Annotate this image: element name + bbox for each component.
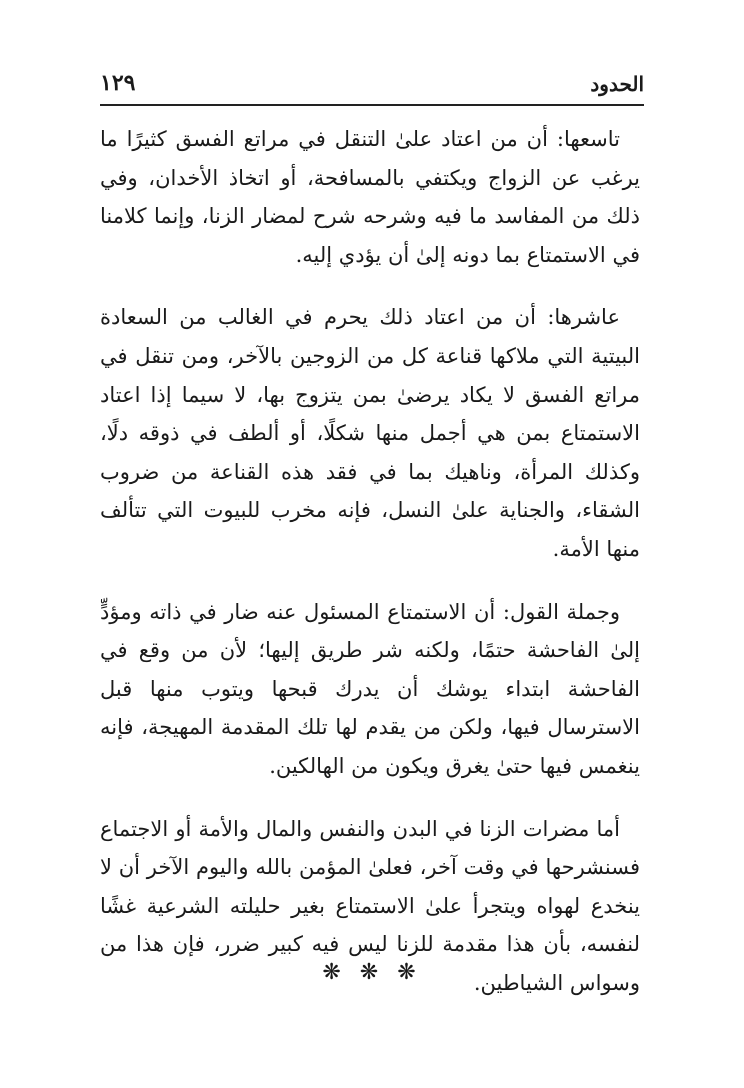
- running-header: [100, 70, 644, 106]
- paragraph-text: أن الاستمتاع المسئول عنه ضار في ذاته ومؤدٍّ إلىٰ الفاحشة حتمًا، ولكنه شر طريق إليها؛ لأن من وقع في الفاحشة ابتداء يوشك أن يدرك قبحها ويتوب منها قبل الاسترسال فيها، ولكن من يقدم لها تلك المقدمة المهيجة، فإنه ينغمس فيها حتىٰ يغرق ويكون من الهالكين.: [100, 599, 640, 778]
- paragraph-ninth: [100, 120, 640, 274]
- section-ornament: ❋ ❋ ❋: [322, 960, 422, 985]
- running-title: الحدود: [590, 72, 644, 96]
- paragraph-lead: تاسعها:: [556, 127, 620, 151]
- paragraph-summary: [100, 593, 640, 786]
- paragraph-text: أن من اعتاد ذلك يحرم في الغالب من السعادة البيتية التي ملاكها قناعة كل من الزوجين بالآخر، ومن تنقل في مراتع الفسق لا يكاد يرضىٰ بمن يتزوج بها، لا سيما إذا اعتاد الاستمتاع بمن هي أجمل منها شكلًا، أو ألطف في ذوقه دلًا، وكذلك المرأة، وناهيك بما في فقد هذه القناعة من ضروب الشقاء، والجناية علىٰ النسل، فإنه مخرب للبيوت التي تتألف منها الأمة.: [100, 305, 640, 561]
- body-text: [100, 120, 640, 1026]
- paragraph-lead: وجملة القول:: [502, 599, 621, 624]
- paragraph-lead: عاشرها:: [547, 305, 620, 330]
- page-number: ١٢٩: [100, 70, 136, 96]
- paragraph-text: أن من اعتاد علىٰ التنقل في مراتع الفسق كثيرًا ما يرغب عن الزواج ويكتفي بالمسافحة، أو اتخاذ الأخدان، وفي ذلك من المفاسد ما فيه وشرحه شرح لمضار الزنا، وإنما كلامنا في الاستمتاع بما دونه إلىٰ أن يؤدي إليه.: [100, 127, 640, 267]
- paragraph-text: أما مضرات الزنا في البدن والنفس والمال والأمة أو الاجتماع فسنشرحها في وقت آخر، فعلىٰ المؤمن بالله واليوم الآخر أن لا ينخدع لهواه ويتجرأ علىٰ الاستمتاع بغير حليلته الشرعية غشًا لنفسه، بأن هذا مقدمة للزنا ليس فيه كبير ضرر، فإن هذا من وسواس الشياطين.: [100, 816, 640, 995]
- paragraph-tenth: [100, 298, 640, 568]
